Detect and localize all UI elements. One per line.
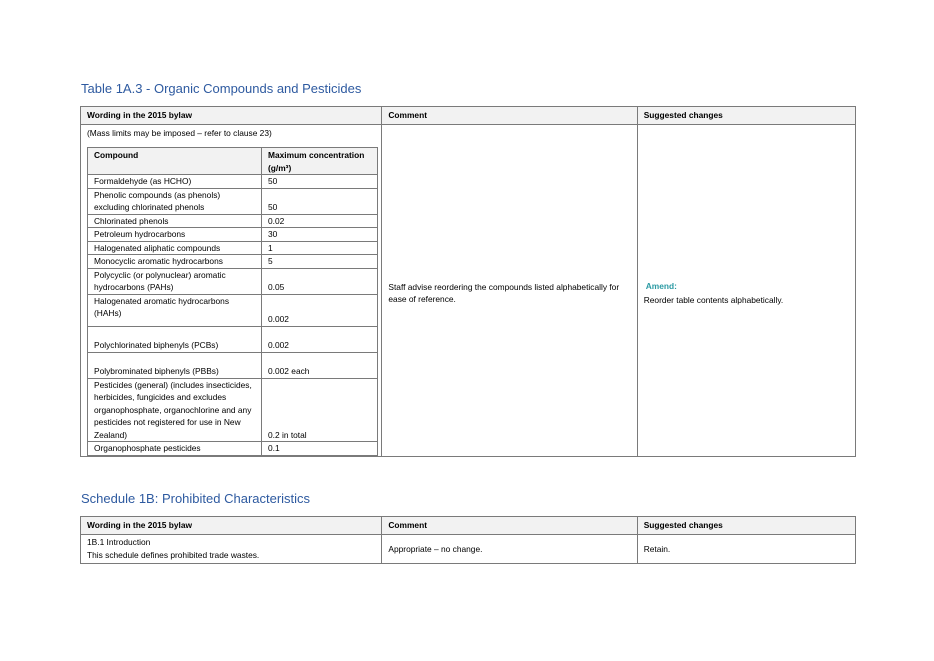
compound-row (88, 175, 378, 189)
compound-value: 0.1 (262, 442, 378, 456)
compound-value: 0.002 (262, 294, 378, 326)
compound-row (88, 188, 378, 214)
compound-name: Halogenated aliphatic compounds (88, 241, 262, 255)
comment-cell (382, 535, 637, 564)
header-wording: Wording in the 2015 bylaw (81, 107, 382, 125)
table-header-row (81, 517, 856, 535)
header-wording: Wording in the 2015 bylaw (81, 517, 382, 535)
amend-label: Amend: (645, 280, 677, 291)
compound-name: Polychlorinated biphenyls (PCBs) (88, 326, 262, 352)
prohibited-characteristics-table (80, 516, 856, 564)
compound-value: 0.002 each (262, 352, 378, 378)
table-row (81, 125, 856, 457)
compound-value: 0.02 (262, 214, 378, 228)
wording-cell (81, 535, 382, 564)
compound-value: 50 (262, 175, 378, 189)
header-comment: Comment (382, 107, 637, 125)
compound-name: Polybrominated biphenyls (PBBs) (88, 352, 262, 378)
organic-compounds-table (80, 106, 856, 457)
compound-row (88, 241, 378, 255)
section1-title: Table 1A.3 - Organic Compounds and Pesticides (81, 81, 362, 96)
compound-name: Phenolic compounds (as phenols) excluding chlorinated phenols (88, 188, 262, 214)
intro-heading: 1B.1 Introduction (87, 537, 151, 547)
suggested-cell (637, 125, 855, 457)
compound-row (88, 294, 378, 326)
compound-row (88, 268, 378, 294)
compound-name: Chlorinated phenols (88, 214, 262, 228)
intro-text: This schedule defines prohibited trade wastes. (87, 550, 260, 560)
compound-row (88, 442, 378, 456)
compound-header-row (88, 148, 378, 175)
compound-name: Polycyclic (or polynuclear) aromatic hydrocarbons (PAHs) (88, 268, 262, 294)
compound-name: Halogenated aromatic hydrocarbons (HAHs) (88, 294, 262, 326)
compound-row (88, 228, 378, 242)
wording-cell (81, 125, 382, 457)
mass-limits-note: (Mass limits may be imposed – refer to clause 23) (87, 128, 272, 138)
compound-row (88, 326, 378, 352)
compound-table (87, 147, 378, 456)
compound-value: 50 (262, 188, 378, 214)
compound-row (88, 214, 378, 228)
compound-value: 30 (262, 228, 378, 242)
concentration-header: Maximum concentration (g/m³) (262, 148, 378, 175)
table-header-row (81, 107, 856, 125)
compound-value: 0.002 (262, 326, 378, 352)
suggested-text: Reorder table contents alphabetically. (643, 294, 784, 305)
compound-row (88, 378, 378, 442)
header-suggested: Suggested changes (637, 517, 855, 535)
compound-value: 0.2 in total (262, 378, 378, 442)
comment-cell (382, 125, 637, 457)
section2-title: Schedule 1B: Prohibited Characteristics (81, 491, 311, 506)
table-row (81, 535, 856, 564)
compound-name: Pesticides (general) (includes insecticides, herbicides, fungicides and excludes organophosphate, organochlorine and any pesticides not registered for use in New Zealand) (88, 378, 262, 442)
comment-text: Staff advise reordering the compounds listed alphabetically for ease of reference. (388, 281, 620, 304)
compound-value: 5 (262, 255, 378, 269)
header-comment: Comment (382, 517, 637, 535)
compound-value: 0.05 (262, 268, 378, 294)
compound-name: Monocyclic aromatic hydrocarbons (88, 255, 262, 269)
comment-text: Appropriate – no change. (388, 544, 483, 554)
compound-name: Organophosphate pesticides (88, 442, 262, 456)
header-suggested: Suggested changes (637, 107, 855, 125)
compound-row (88, 255, 378, 269)
suggested-cell (637, 535, 855, 564)
compound-row (88, 352, 378, 378)
compound-name: Formaldehyde (as HCHO) (88, 175, 262, 189)
compound-value: 1 (262, 241, 378, 255)
compound-header: Compound (88, 148, 262, 175)
compound-name: Petroleum hydrocarbons (88, 228, 262, 242)
suggested-text: Retain. (643, 544, 671, 554)
